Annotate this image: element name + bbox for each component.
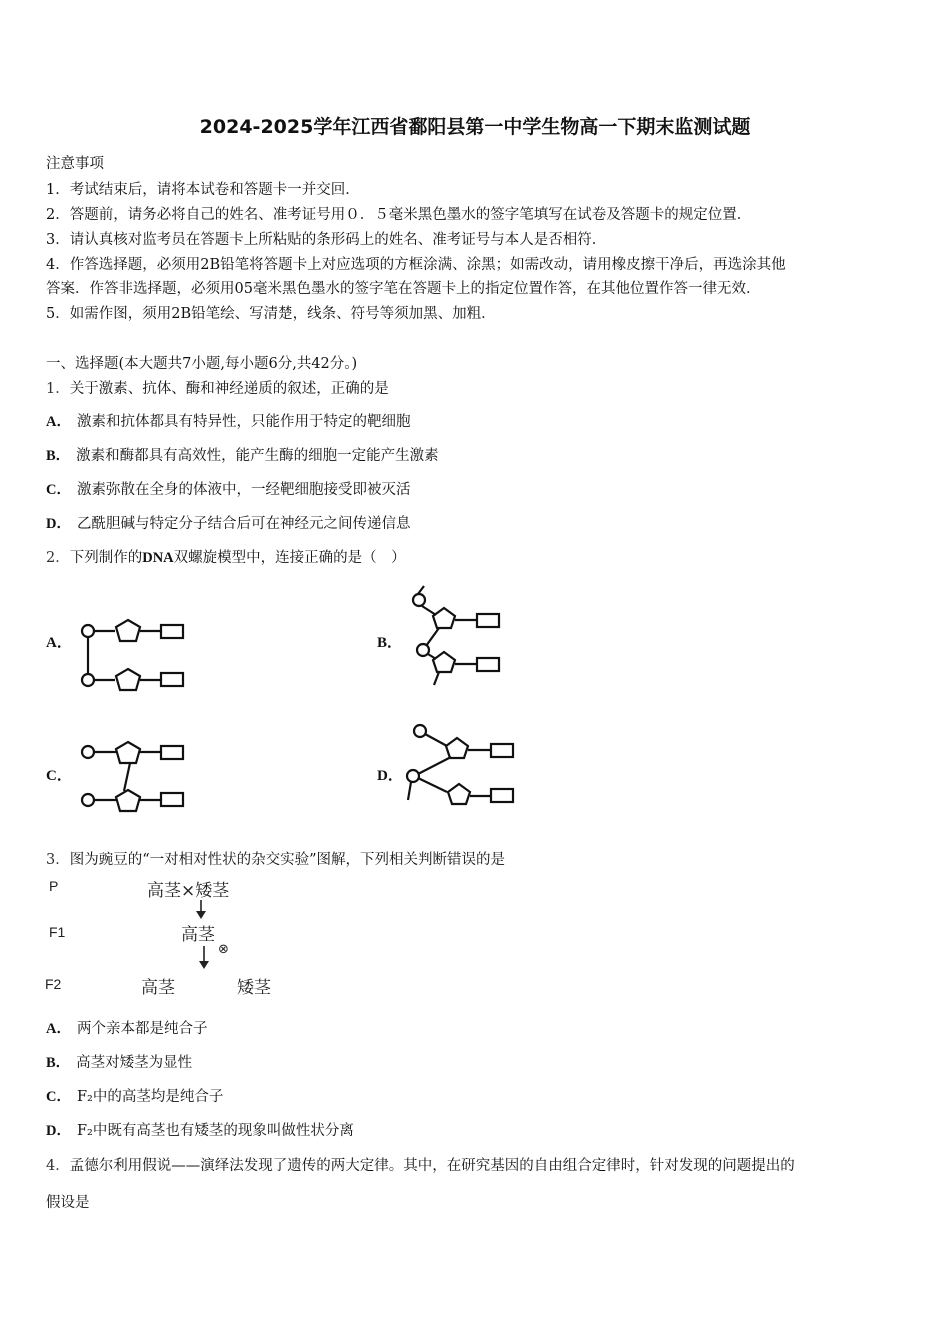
option-label: C．	[46, 482, 71, 498]
question-4-stem	[46, 1154, 795, 1175]
notice-line: 3．请认真核对监考员在答题卡上所粘贴的条形码上的姓名、准考证号与本人是否相符．	[46, 232, 607, 248]
f2-short-phenotype: 矮茎	[237, 978, 271, 998]
option-label: A．	[46, 414, 71, 430]
q1-option-d[interactable]	[46, 512, 410, 533]
generation-p-label: P	[49, 878, 59, 894]
q1-option-c[interactable]	[46, 478, 410, 499]
option-label: B．	[46, 1055, 71, 1071]
question-text: 图为豌豆的“一对相对性状的杂交实验”图解，下列相关判断错误的是	[69, 852, 506, 868]
option-label: C．	[46, 1089, 71, 1105]
notice-line: 答案．作答非选择题，必须用05毫米黑色墨水的签字笔在答题卡上的指定位置作答，在其他位置作答一律无效．	[46, 281, 761, 297]
section-heading: 一、选择题(本大题共7小题,每小题6分,共42分。)	[46, 356, 358, 372]
dna-model-a-figure	[78, 612, 190, 692]
down-arrow-icon	[194, 900, 208, 920]
notice-line: 2．答题前，请务必将自己的姓名、准考证号用０．５毫米黑色墨水的签字笔填写在试卷及答题卡的规定位置．	[46, 207, 752, 223]
question-number: 3．	[46, 852, 70, 868]
question-2-stem	[46, 546, 406, 567]
q2-option-d-label[interactable]: D．	[377, 768, 403, 784]
q3-option-c[interactable]	[46, 1085, 223, 1106]
down-arrow-icon	[197, 946, 211, 970]
option-text: F₂中既有高茎也有矮茎的现象叫做性状分离	[76, 1123, 354, 1139]
q2-option-b-label[interactable]: B．	[377, 635, 403, 651]
q2-option-a-label[interactable]: A．	[46, 635, 72, 651]
option-label: D．	[46, 1123, 71, 1139]
question-3-stem	[46, 848, 505, 869]
option-text: 激素和抗体都具有特异性，只能作用于特定的靶细胞	[76, 414, 411, 430]
option-label: D．	[46, 516, 71, 532]
q1-option-a[interactable]	[46, 410, 410, 431]
generation-f1-label: F1	[49, 924, 66, 940]
question-4-continuation: 假设是	[46, 1195, 90, 1211]
dna-model-b-figure	[410, 582, 510, 692]
generation-f2-label: F2	[45, 976, 62, 992]
notice-line: 4．作答选择题，必须用2B铅笔将答题卡上对应选项的方框涂满、涂黑；如需改动，请用橡皮擦干净后，再选涂其他	[46, 257, 786, 273]
option-label: B．	[46, 448, 71, 464]
selfing-symbol-icon: ⊗	[218, 942, 229, 957]
q3-option-a[interactable]	[46, 1017, 207, 1038]
question-text-bold: DNA	[142, 550, 174, 566]
f1-phenotype: 高茎	[181, 925, 215, 945]
q3-option-d[interactable]	[46, 1119, 354, 1140]
question-text: 下列制作的	[69, 550, 143, 566]
dna-model-d-figure	[405, 716, 515, 810]
q1-option-b[interactable]	[46, 444, 439, 465]
question-text: 双螺旋模型中，连接正确的是（ ）	[173, 550, 406, 566]
option-text: 激素弥散在全身的体液中，一经靶细胞接受即被灭活	[76, 482, 411, 498]
q3-option-b[interactable]	[46, 1051, 192, 1072]
page-title: 2024-2025学年江西省鄱阳县第一中学生物高一下期末监测试题	[199, 116, 751, 138]
option-text: 激素和酶都具有高效性，能产生酶的细胞一定能产生激素	[76, 448, 439, 464]
option-text: 高茎对矮茎为显性	[76, 1055, 193, 1071]
notice-line: 1．考试结束后，请将本试卷和答题卡一并交回．	[46, 182, 360, 198]
notice-heading: 注意事项	[46, 156, 104, 172]
question-number: 1．	[46, 381, 70, 397]
question-number: 2．	[46, 550, 70, 566]
q2-option-c-label[interactable]: C．	[46, 768, 72, 784]
notice-line: 5．如需作图，须用2B铅笔绘、写清楚，线条、符号等须加黑、加粗．	[46, 306, 496, 322]
option-text: F₂中的高茎均是纯合子	[76, 1089, 224, 1105]
option-label: A．	[46, 1021, 71, 1037]
question-1-stem	[46, 377, 389, 398]
option-text: 两个亲本都是纯合子	[76, 1021, 208, 1037]
question-number: 4．	[46, 1158, 70, 1174]
dna-model-c-figure	[78, 738, 190, 814]
f2-tall-phenotype: 高茎	[141, 978, 175, 998]
question-text: 孟德尔利用假说——演绎法发现了遗传的两大定律。其中，在研究基因的自由组合定律时，针对发现的问题提出的	[69, 1158, 795, 1174]
question-text: 关于激素、抗体、酶和神经递质的叙述，正确的是	[69, 381, 389, 397]
option-text: 乙酰胆碱与特定分子结合后可在神经元之间传递信息	[76, 516, 411, 532]
parental-cross: 高茎×矮茎	[147, 881, 230, 901]
